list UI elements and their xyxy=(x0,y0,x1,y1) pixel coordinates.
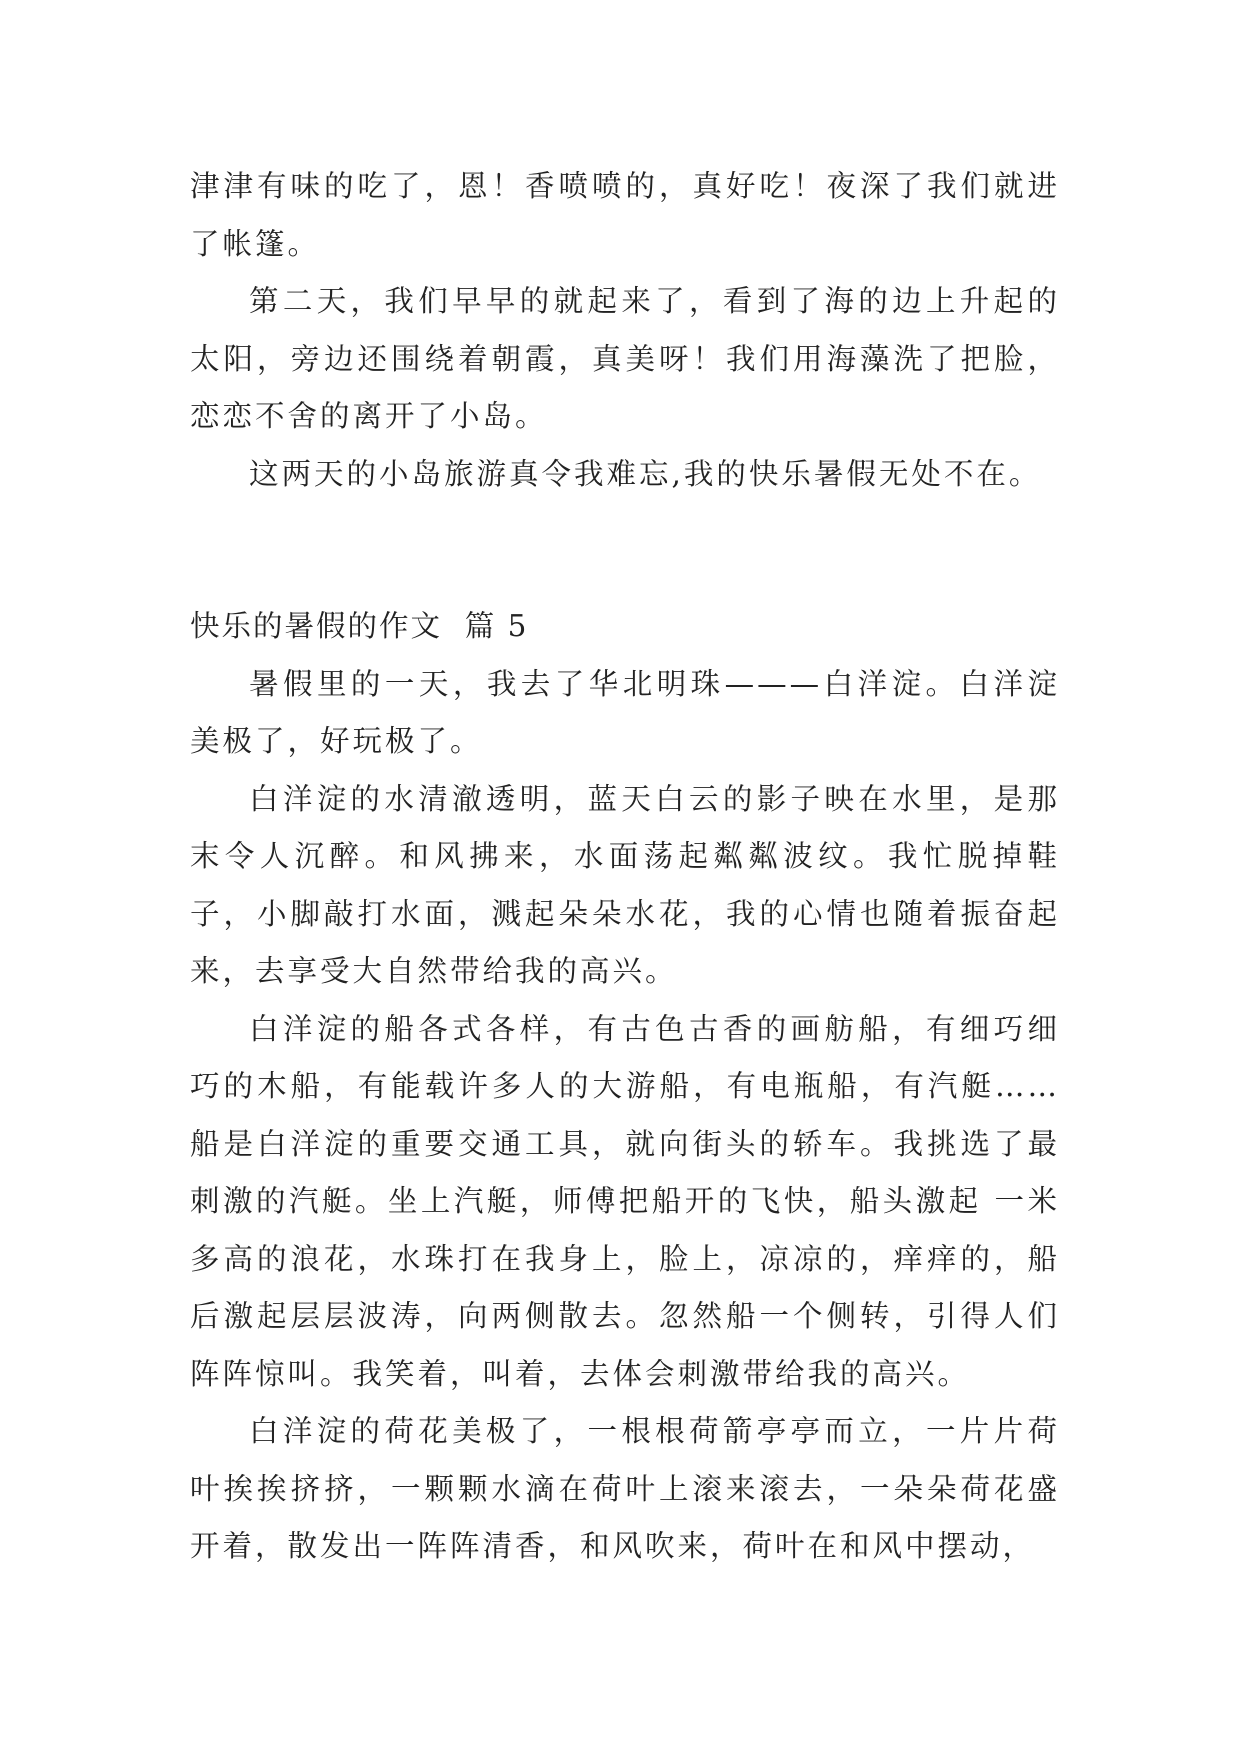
paragraph-water: 白洋淀的水清澈透明，蓝天白云的影子映在水里，是那末令人沉醉。和风拂来，水面荡起粼粼波纹。我忙脱掉鞋子，小脚敲打水面，溅起朵朵水花，我的心情也随着振奋起来，去享受大自然带给我的高兴。 xyxy=(190,781,1060,988)
paragraph-second-day: 第二天，我们早早的就起来了，看到了海的边上升起的太阳，旁边还围绕着朝霞，真美呀！我们用海藻洗了把脸，恋恋不舍的离开了小岛。 xyxy=(190,284,1060,433)
paragraph-island-summary: 这两天的小岛旅游真令我难忘,我的快乐暑假无处不在。 xyxy=(249,456,1042,491)
paragraph-boats: 白洋淀的船各式各样，有古色古香的画舫船，有细巧细巧的木船，有能载许多人的大游船，有电瓶船，有汽艇……船是白洋淀的重要交通工具，就向街头的轿车。我挑选了最刺激的汽艇。坐上汽艇，师傅把船开的飞快，船头激起 一米 多高的浪花，水珠打在我身上，脸上，凉凉的，痒痒的，船后激起层层波涛，向两侧散去。忽然船一个侧转，引得人们阵阵惊叫。我笑着，叫着，去体会刺激带给我的高兴。 xyxy=(190,1011,1060,1391)
document-body xyxy=(190,158,1060,1576)
section-heading: 快乐的暑假的作文 篇 5 xyxy=(190,609,529,643)
paragraph-intro: 暑假里的一天，我去了华北明珠———白洋淀。白洋淀美极了，好玩极了。 xyxy=(190,666,1060,758)
paragraph-continued: 津津有味的吃了，恩！香喷喷的，真好吃！夜深了我们就进了帐篷。 xyxy=(190,169,1060,261)
paragraph-lotus: 白洋淀的荷花美极了，一根根荷箭亭亭而立，一片片荷叶挨挨挤挤，一颗颗水滴在荷叶上滚来滚去，一朵朵荷花盛开着，散发出一阵阵清香，和风吹来，荷叶在和风中摆动， xyxy=(190,1414,1060,1563)
